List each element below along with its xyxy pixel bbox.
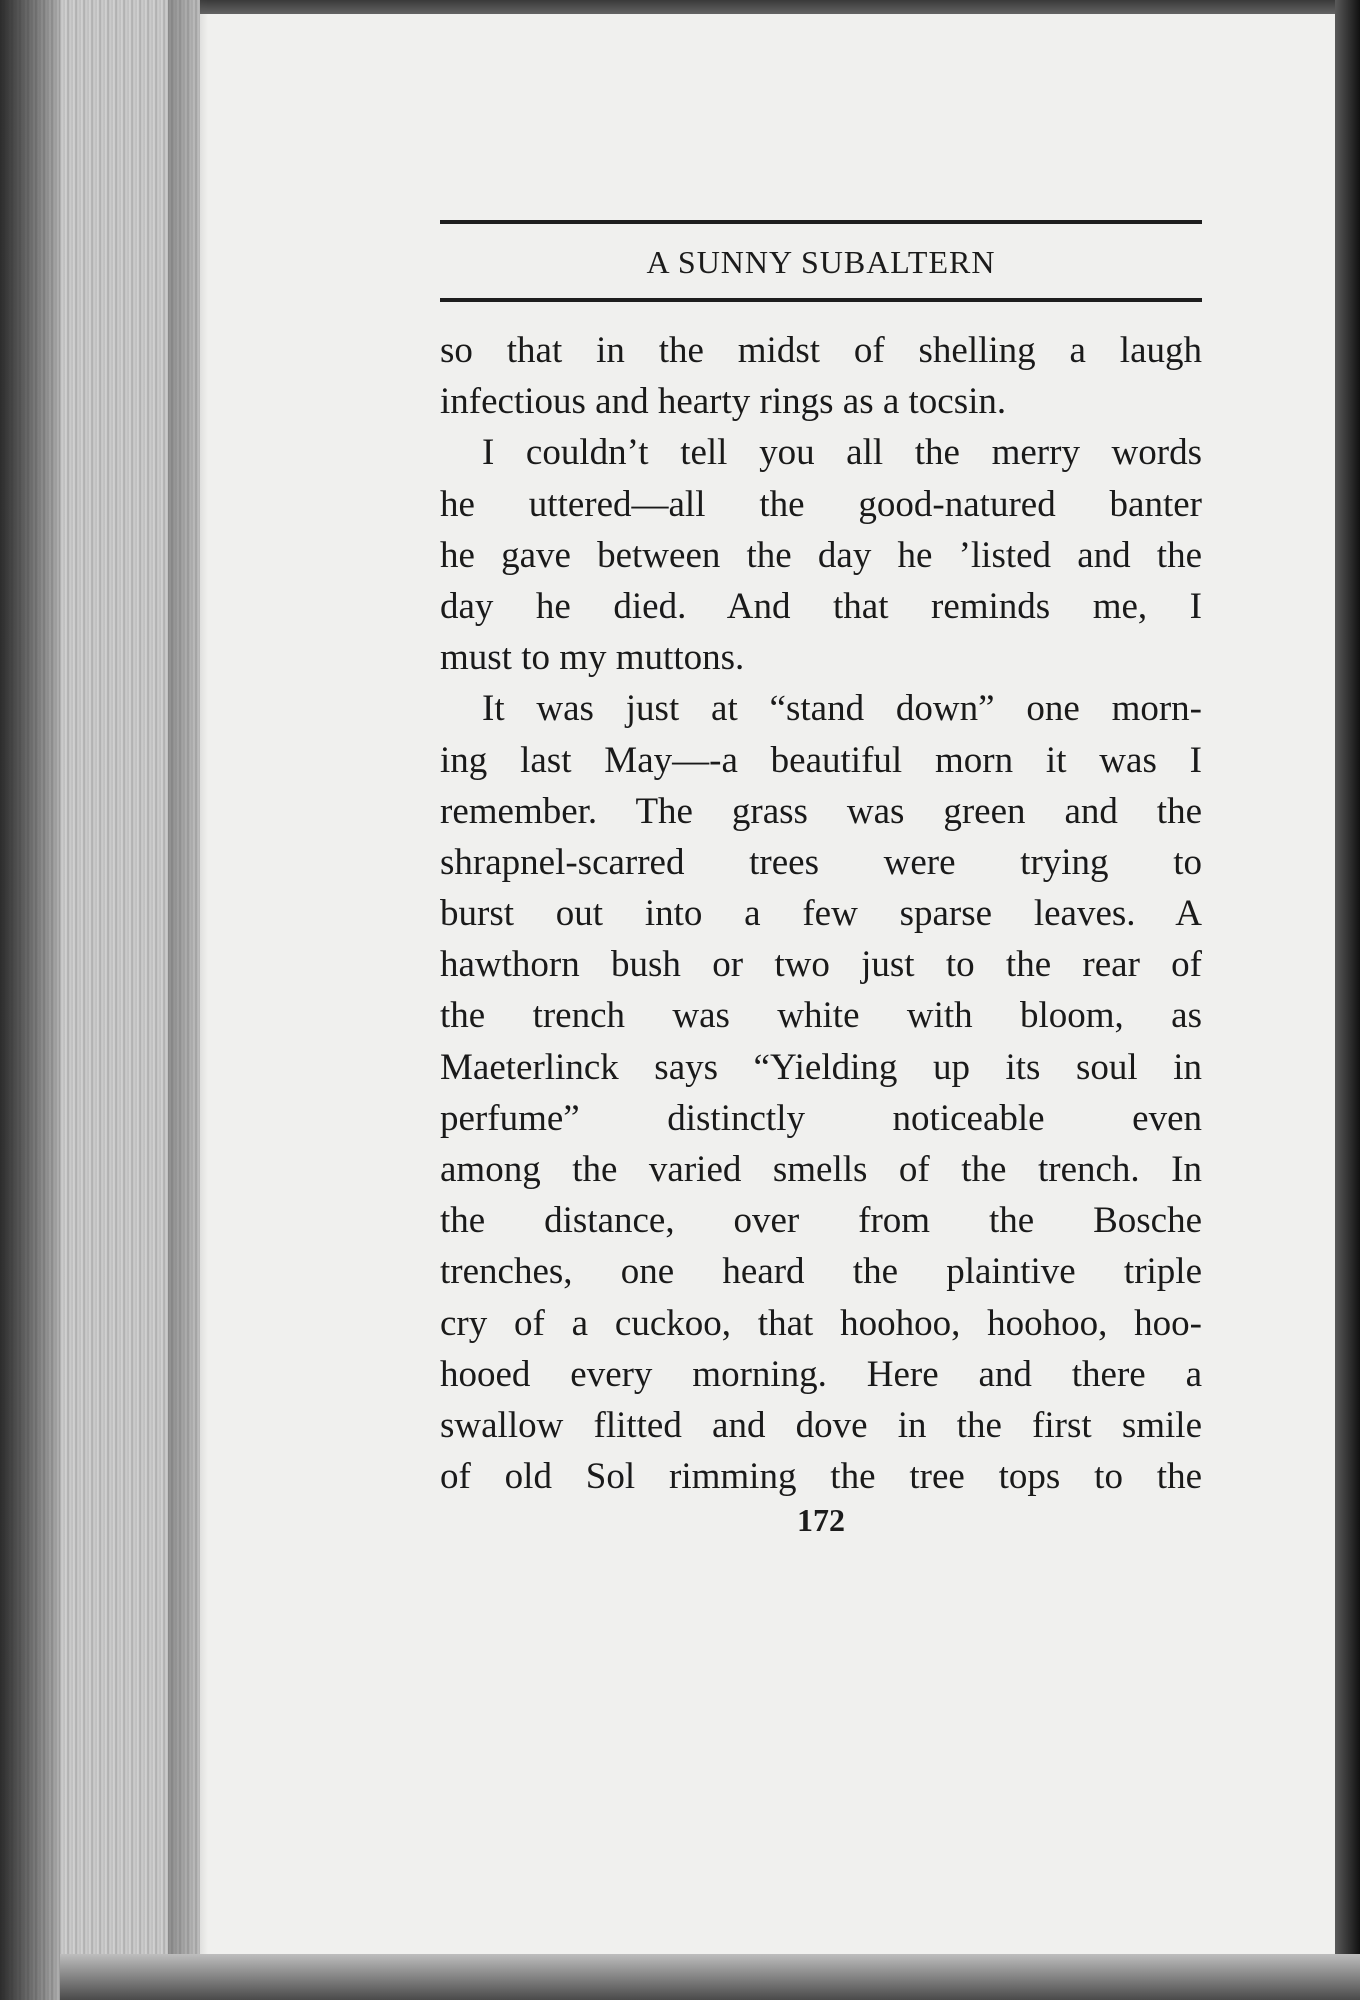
text-line: remember. The grass was green and the [440, 790, 1202, 832]
book-spine-shadow [0, 0, 60, 2000]
text-line: shrapnel-scarred trees were trying to [440, 841, 1202, 883]
text-line: he gave between the day he ’listed and the [440, 534, 1202, 576]
paragraph [440, 325, 1202, 427]
text-line: It was just at “stand down” one morn- [482, 688, 1202, 730]
text-line: burst out into a few sparse leaves. A [440, 893, 1202, 935]
text-line: cry of a cuckoo, that hoohoo, hoohoo, hoo- [440, 1302, 1202, 1344]
text-line: Maeterlinck says “Yielding up its soul in [440, 1046, 1202, 1088]
page-number: 172 [797, 1502, 845, 1538]
text-line: swallow flitted and dove in the first smile [440, 1404, 1202, 1446]
text-line: I couldn’t tell you all the merry words [482, 432, 1202, 474]
body-text [440, 325, 1202, 1502]
right-page-edge [1335, 0, 1360, 2000]
running-head: A SUNNY SUBALTERN [646, 244, 996, 280]
text-line: he uttered—all the good-natured banter [440, 483, 1202, 525]
text-line: infectious and hearty rings as a tocsin. [440, 381, 1007, 423]
header-rule-bottom [440, 298, 1202, 302]
text-line: among the varied smells of the trench. In [440, 1149, 1202, 1190]
text-line: of old Sol rimming the tree tops to the [440, 1456, 1202, 1498]
text-line: the trench was white with bloom, as [440, 995, 1202, 1037]
header-rule-top [440, 220, 1202, 224]
paragraph [440, 683, 1202, 1502]
text-line: ing last May—-a beautiful morn it was I [440, 739, 1202, 781]
text-line: so that in the midst of shelling a laugh [440, 330, 1202, 371]
paragraph [440, 427, 1202, 683]
page-gutter-shadow [168, 0, 208, 2000]
bottom-page-edge [60, 1954, 1360, 2000]
text-line: perfume” distinctly noticeable even [440, 1097, 1202, 1139]
text-line: the distance, over from the Bosche [440, 1200, 1202, 1242]
text-line: must to my muttons. [440, 637, 745, 679]
text-line: trenches, one heard the plaintive triple [440, 1251, 1202, 1293]
text-line: hooed every morning. Here and there a [440, 1353, 1202, 1395]
text-line: day he died. And that reminds me, I [440, 585, 1202, 627]
text-line: hawthorn bush or two just to the rear of [440, 944, 1202, 986]
